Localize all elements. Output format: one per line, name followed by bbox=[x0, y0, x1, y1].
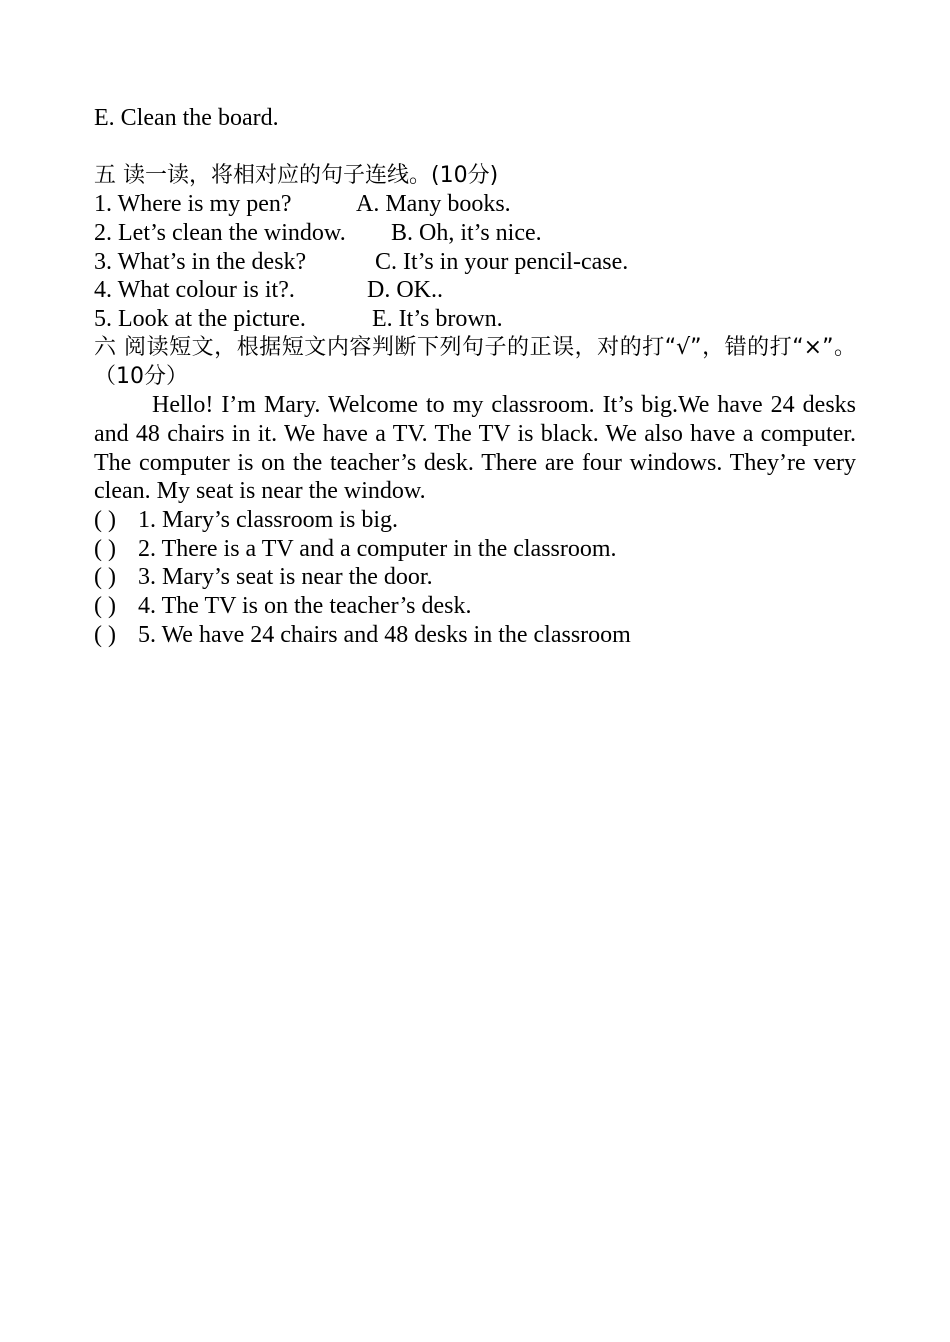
matching-row-5 bbox=[94, 305, 856, 334]
matching-row-1 bbox=[94, 190, 856, 219]
document-page bbox=[94, 104, 856, 649]
matching-question-3: 3. What’s in the desk? bbox=[94, 248, 307, 275]
answer-blank[interactable]: ( ) bbox=[94, 593, 116, 620]
matching-row-2 bbox=[94, 219, 856, 248]
true-false-item-2 bbox=[94, 535, 856, 564]
answer-blank[interactable]: ( ) bbox=[94, 507, 116, 534]
answer-blank[interactable]: ( ) bbox=[94, 535, 116, 562]
matching-answer-a: A. Many books. bbox=[356, 191, 511, 218]
matching-row-4 bbox=[94, 276, 856, 305]
matching-question-2: 2. Let’s clean the window. bbox=[94, 220, 346, 247]
true-false-item-3 bbox=[94, 563, 856, 592]
true-false-item-4 bbox=[94, 592, 856, 621]
matching-answer-e: E. It’s brown. bbox=[372, 306, 503, 333]
statement-text: 5. We have 24 chairs and 48 desks in the classroom bbox=[138, 621, 631, 648]
statement-text: 4. The TV is on the teacher’s desk. bbox=[138, 593, 472, 620]
section-5-heading: 五 读一读，将相对应的句子连线。(10分) bbox=[94, 162, 499, 188]
answer-blank[interactable]: ( ) bbox=[94, 621, 116, 648]
reading-passage: Hello! I’m Mary. Welcome to my classroom. It’s big.We have 24 desks and 48 chairs in it. We have a TV. The TV is black. We also have a computer. The computer is on the teacher’s desk. There are four windows. They’re very clean. My seat is near the window. bbox=[94, 392, 856, 505]
true-false-item-1 bbox=[94, 506, 856, 535]
matching-question-5: 5. Look at the picture. bbox=[94, 306, 306, 333]
answer-blank[interactable]: ( ) bbox=[94, 564, 116, 591]
matching-question-4: 4. What colour is it?. bbox=[94, 277, 295, 304]
blank-line bbox=[94, 133, 856, 162]
matching-answer-d: D. OK.. bbox=[367, 277, 443, 304]
matching-answer-b: B. Oh, it’s nice. bbox=[391, 220, 542, 247]
statement-text: 1. Mary’s classroom is big. bbox=[138, 507, 398, 534]
matching-question-1: 1. Where is my pen? bbox=[94, 191, 292, 218]
option-e-clean-board: E. Clean the board. bbox=[94, 105, 279, 131]
statement-text: 3. Mary’s seat is near the door. bbox=[138, 564, 433, 591]
matching-answer-c: C. It’s in your pencil-case. bbox=[375, 248, 629, 275]
statement-text: 2. There is a TV and a computer in the classroom. bbox=[138, 535, 617, 562]
true-false-item-5 bbox=[94, 621, 856, 650]
section-6-heading: 六 阅读短文，根据短文内容判断下列句子的正误，对的打“√”，错的打“×”。（10分） bbox=[94, 334, 856, 389]
matching-row-3 bbox=[94, 248, 856, 277]
